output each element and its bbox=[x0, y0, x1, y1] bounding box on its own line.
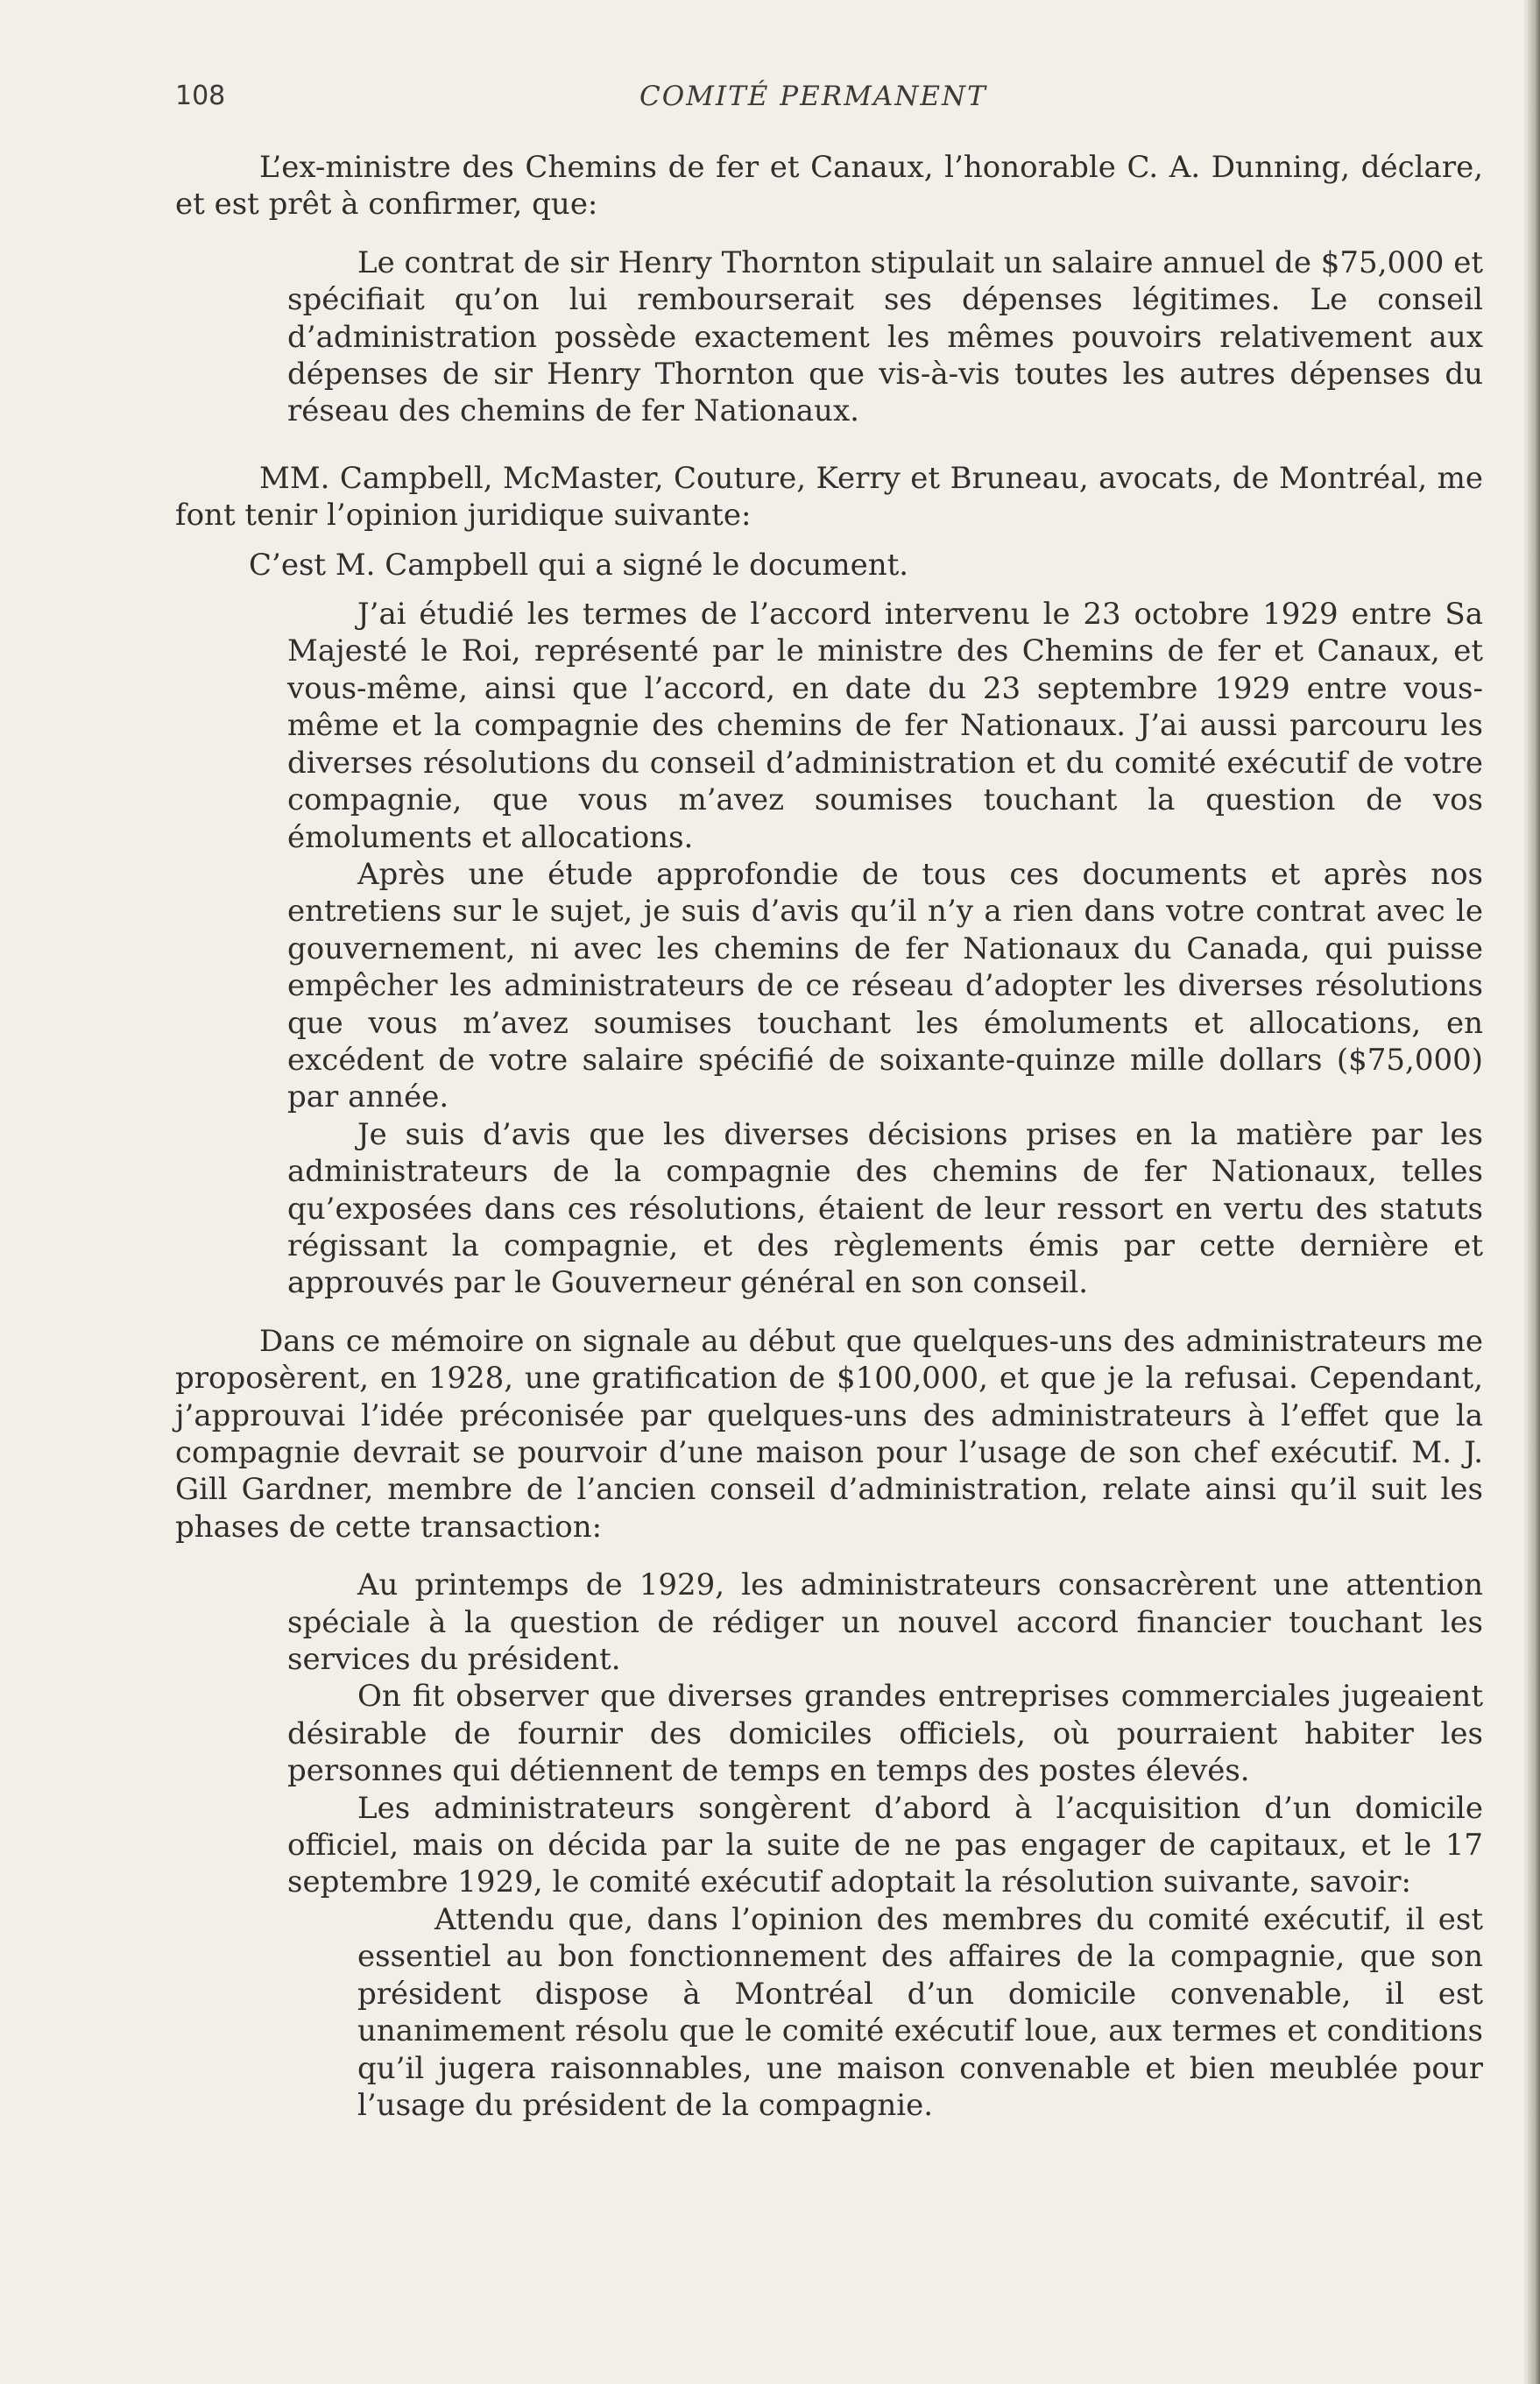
quote-gardner-2: On fit observer que diverses grandes entreprises commerciales jugeaient désirable de fournir des domiciles officiels, où pourraient habiter les personnes qui détiennent de temps en temps des postes élevés. bbox=[287, 1679, 1483, 1789]
quote-legal-opinion-2: Après une étude approfondie de tous ces documents et après nos entretiens sur le sujet, je suis d’avis qu’il n’y a rien dans votre contrat avec le gouvernement, ni avec les chemins de fer Nationaux du Canada, qui puisse empêcher les administrateurs de ce réseau d’adopter les diverses résolutions que vous m’avez soumises touchant les émoluments et allocations, en excédent de votre salaire spécifié de soixante-quinze mille dollars ($75,000) par année. bbox=[287, 856, 1483, 1115]
quote-resolution: Attendu que, dans l’opinion des membres du comité exécutif, il est essentiel au bon fonctionnement des affaires de la compagnie, que son président dispose à Montréal d’un domicile convenable, il est unanimement résolu que le comité exécutif loue, aux termes et conditions qu’il jugera raisonnables, une maison convenable et bien meublée pour l’usage du président de la compagnie. bbox=[357, 1901, 1483, 2123]
quote-legal-opinion-1: J’ai étudié les termes de l’accord intervenu le 23 octobre 1929 entre Sa Majesté le Roi, représenté par le ministre des Chemins de fer et Canaux, et vous-même, ainsi que l’accord, en date du 23 septembre 1929 entre vous-même et la compagnie des chemins de fer Nationaux. J’ai aussi parcouru les diverses résolutions du conseil d’administration et du comité exécutif de votre compagnie, que vous m’avez soumises touchant la question de vos émoluments et allocations. bbox=[287, 597, 1483, 855]
page-number: 108 bbox=[175, 81, 226, 111]
page-edge-shadow bbox=[1528, 0, 1540, 2384]
paragraph-dunning-intro: L’ex-ministre des Chemins de fer et Canaux, l’honorable C. A. Dunning, déclare, et est prêt à confirmer, que: bbox=[175, 150, 1483, 223]
quote-gardner-3: Les administrateurs songèrent d’abord à l’acquisition d’un domicile officiel, mais on décida par la suite de ne pas engager de capitaux, et le 17 septembre 1929, le comité exécutif adoptait la résolution suivante, savoir: bbox=[287, 1790, 1483, 1900]
paragraph-campbell-signed: C’est M. Campbell qui a signé le document. bbox=[249, 547, 909, 583]
quote-gardner-1: Au printemps de 1929, les administrateurs consacrèrent une attention spéciale à la question de rédiger un nouvel accord financier touchant les services du président. bbox=[287, 1567, 1483, 1678]
paragraph-memoire: Dans ce mémoire on signale au début que quelques-uns des administrateurs me proposèrent, en 1928, une gratification de $100,000, et que je la refusai. Cependant, j’approuvai l’idée préconisée par quelques-uns des administrateurs à l’effet que la compagnie devrait se pourvoir d’une maison pour l’usage de son chef exécutif. M. J. Gill Gardner, membre de l’ancien conseil d’administration, relate ainsi qu’il suit les phases de cette transaction: bbox=[175, 1323, 1483, 1545]
page-header bbox=[175, 81, 1472, 119]
paragraph-lawyers-intro: MM. Campbell, McMaster, Couture, Kerry et Bruneau, avocats, de Montréal, me font tenir l’opinion juridique suivante: bbox=[175, 460, 1483, 534]
running-title: COMITÉ PERMANENT bbox=[639, 81, 987, 112]
quote-legal-opinion-3: Je suis d’avis que les diverses décisions prises en la matière par les administrateurs de la compagnie des chemins de fer Nationaux, telles qu’exposées dans ces résolutions, étaient de leur ressort en vertu des statuts régissant la compagnie, et des règlements émis par cette dernière et approuvés par le Gouverneur général en son conseil. bbox=[287, 1116, 1483, 1301]
body-text bbox=[175, 149, 1483, 2124]
quote-dunning-contract: Le contrat de sir Henry Thornton stipulait un salaire annuel de $75,000 et spécifiait qu’on lui rembourserait ses dépenses légitimes. Le conseil d’administration possède exactement les mêmes pouvoirs relativement aux dépenses de sir Henry Thornton que vis-à-vis toutes les autres dépenses du réseau des chemins de fer Nationaux. bbox=[287, 244, 1483, 429]
